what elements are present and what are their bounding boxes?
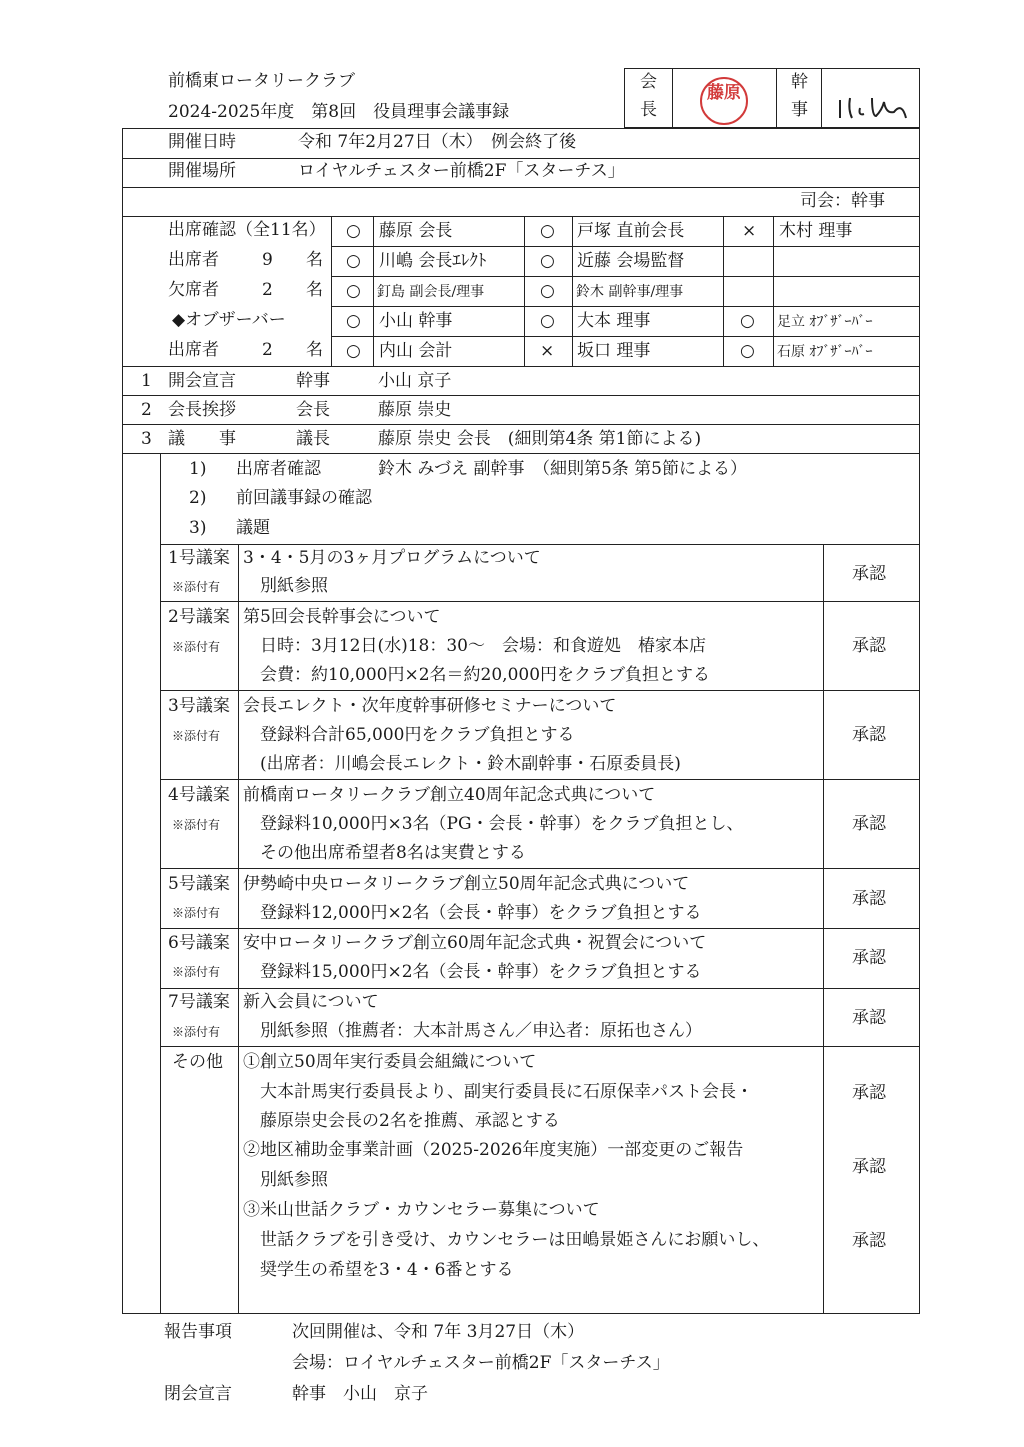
sub-1-label: 出席者確認 [236,459,321,479]
other-line: 大本計馬実行委員長より、副実行委員長に石原保幸パスト会長・ [243,1082,753,1102]
other-label: その他 [172,1052,223,1072]
resolution-line: (出席者：川嶋会長エレクト・鈴木副幹事・石原委員長) [243,754,681,774]
resolution-no: 4号議案 [168,785,230,805]
sub-1-text: 鈴木 みづえ 副幹事 （細則第5条 第5節による） [378,459,748,479]
resolution-line: 前橋南ロータリークラブ創立40周年記念式典について [243,785,656,805]
attendee-name: 近藤 会場監督 [577,251,685,271]
attendee-name: 小山 幹事 [379,311,453,331]
agenda-3-no: 3 [141,429,152,449]
attendance-mark: ○ [346,341,361,361]
agenda-1-name: 小山 京子 [378,371,452,391]
agenda-2-role: 会長 [296,400,330,420]
observer-present-count: 2 [262,340,273,360]
president-seal-stamp: 藤原 [700,77,748,125]
secretary-signature [836,92,910,122]
resolution-no: 3号議案 [168,696,230,716]
resolution-result: 承認 [852,889,886,909]
report-line-1: 次回開催は、令和 7年 3月27日（木） [292,1322,585,1342]
attached-note: ※添付有 [172,906,221,920]
resolution-line: 安中ロータリークラブ創立60周年記念式典・祝賀会について [243,933,707,953]
chair-value: 司会：幹事 [800,191,885,211]
sub-2-no: 2) [189,488,207,508]
other-line: ①創立50周年実行委員会組織について [243,1052,537,1072]
resolution-result: 承認 [852,636,886,656]
attendee-name: 坂口 理事 [577,341,651,361]
resolution-line: 会費：約10,000円×2名＝約20,000円をクラブ負担とする [243,665,711,685]
observer-label: ◆オブザーバー [172,310,286,330]
attendance-mark: × [742,221,757,241]
sub-2-text: 前回議事録の確認 [236,488,372,508]
resolution-no: 1号議案 [168,548,230,568]
attendance-mark: ○ [540,311,555,331]
attendee-name: 鈴木 副幹事/理事 [576,284,684,300]
resolution-result: 承認 [852,564,886,584]
other-result: 承認 [852,1157,886,1177]
venue-label: 開催場所 [168,161,236,181]
resolution-line: 伊勢崎中央ロータリークラブ創立50周年記念式典について [243,874,690,894]
attendee-name: 藤原 会長 [379,221,453,241]
other-line: 別紙参照 [243,1170,328,1190]
resolution-no: 6号議案 [168,933,230,953]
resolution-line: 第5回会長幹事会について [243,607,441,627]
secretary-label-2: 事 [791,100,808,120]
absent-count: 2 [262,280,273,300]
president-label-1: 会 [640,72,657,92]
attendance-mark: ○ [540,281,555,301]
absent-unit: 名 [306,280,323,300]
other-line: ③米山世話クラブ・カウンセラー募集について [243,1200,600,1220]
attached-note: ※添付有 [172,965,221,979]
attendee-name: 木村 理事 [779,221,853,241]
attendee-name: 内山 会計 [379,341,453,361]
attendance-mark: ○ [740,341,755,361]
resolution-line: 3・4・5月の3ヶ月プログラムについて [243,548,541,568]
attendance-confirm-label: 出席確認（全11名） [168,220,326,240]
agenda-2-name: 藤原 崇史 [378,400,452,420]
resolution-line: 新入会員について [243,992,379,1012]
meeting-title: 2024-2025年度 第8回 役員理事会議事録 [168,102,510,122]
secretary-label-1: 幹 [791,72,808,92]
attached-note: ※添付有 [172,640,221,654]
resolution-result: 承認 [852,948,886,968]
other-line: 奨学生の希望を3・4・6番とする [243,1260,514,1280]
resolution-line: 別紙参照 [243,576,328,596]
other-line: 世話クラブを引き受け、カウンセラーは田嶋景姫さんにお願いし、 [243,1230,770,1250]
other-result: 承認 [852,1231,886,1251]
resolution-line: 別紙参照（推薦者：大本計馬さん／申込者：原拓也さん） [243,1021,702,1041]
sub-3-text: 議題 [236,518,270,538]
venue-value: ロイヤルチェスター前橋2F「スターチス」 [298,161,625,181]
resolution-result: 承認 [852,1008,886,1028]
resolution-result: 承認 [852,814,886,834]
president-label-2: 長 [640,100,657,120]
attendance-mark: ○ [346,281,361,301]
agenda-3-role: 議長 [296,429,330,449]
resolution-no: 5号議案 [168,874,230,894]
attendee-name: 戸塚 直前会長 [577,221,685,241]
resolution-line: 会長エレクト・次年度幹事研修セミナーについて [243,696,617,716]
resolution-no: 7号議案 [168,992,230,1012]
attendee-name: 大本 理事 [577,311,651,331]
agenda-3-name: 藤原 崇史 会長 (細則第4条 第1節による) [378,429,702,449]
resolution-line: 登録料10,000円×3名（PG・会長・幹事）をクラブ負担とし、 [243,814,744,834]
attendee-name: 足立 ｵﾌﾞｻﾞｰﾊﾞｰ [777,314,873,330]
resolution-line: 登録料合計65,000円をクラブ負担とする [243,725,575,745]
absent-label: 欠席者 [168,280,219,300]
resolution-line: 登録料15,000円×2名（会長・幹事）をクラブ負担とする [243,962,702,982]
agenda-1-no: 1 [141,371,152,391]
date-label: 開催日時 [168,132,236,152]
sub-3-no: 3) [189,518,207,538]
resolution-no: 2号議案 [168,607,230,627]
attached-note: ※添付有 [172,1025,221,1039]
sub-1-no: 1) [189,459,207,479]
attached-note: ※添付有 [172,729,221,743]
resolution-line: 日時：3月12日(水)18：30～ 会場：和食遊処 椿家本店 [243,636,706,656]
attendance-mark: ○ [740,311,755,331]
attendance-mark: ○ [346,311,361,331]
other-result: 承認 [852,1083,886,1103]
resolution-line: その他出席希望者8名は実費とする [243,843,526,863]
present-count: 9 [262,250,273,270]
closing-value: 幹事 小山 京子 [292,1384,428,1404]
agenda-1-role: 幹事 [296,371,330,391]
observer-present-unit: 名 [306,340,323,360]
attendee-name: 川嶋 会長ｴﾚｸﾄ [379,251,487,271]
attached-note: ※添付有 [172,818,221,832]
attendance-mark: ○ [346,251,361,271]
report-line-2: 会場：ロイヤルチェスター前橋2F「スターチス」 [292,1353,670,1373]
present-label: 出席者 [168,250,219,270]
club-name: 前橋東ロータリークラブ [168,71,355,91]
attendee-name: 釘島 副会長/理事 [377,284,485,300]
closing-label: 閉会宣言 [164,1384,232,1404]
attendance-mark: ○ [540,251,555,271]
attendance-mark: ○ [346,221,361,241]
agenda-2-label: 会長挨拶 [168,400,236,420]
attendance-mark: × [540,341,555,361]
resolution-line: 登録料12,000円×2名（会長・幹事）をクラブ負担とする [243,903,702,923]
present-unit: 名 [306,250,323,270]
other-line: ②地区補助金事業計画（2025-2026年度実施）一部変更のご報告 [243,1140,744,1160]
agenda-3-label: 議 事 [168,429,236,449]
other-line: 藤原崇史会長の2名を推薦、承認とする [243,1111,560,1131]
attached-note: ※添付有 [172,580,221,594]
attendee-name: 石原 ｵﾌﾞｻﾞｰﾊﾞｰ [777,344,873,360]
observer-present-label: 出席者 [168,340,219,360]
agenda-1-label: 開会宣言 [168,371,236,391]
attendance-mark: ○ [540,221,555,241]
date-value: 令和 7年2月27日（木） 例会終了後 [298,132,577,152]
agenda-2-no: 2 [141,400,152,420]
resolution-result: 承認 [852,725,886,745]
report-label: 報告事項 [164,1322,232,1342]
